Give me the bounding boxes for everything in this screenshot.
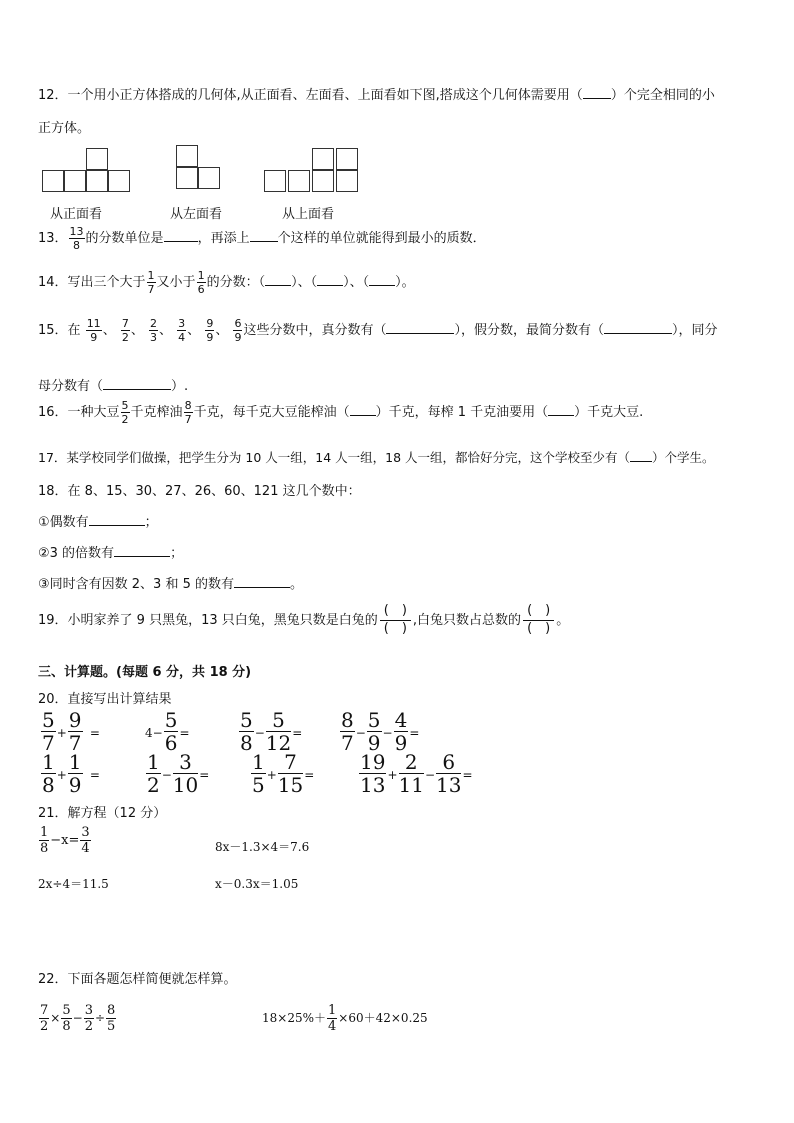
front-view-diagram (42, 147, 132, 192)
answer-blank[interactable] (604, 333, 672, 334)
q18-item3: ③同时含有因数 2、3 和 5 的数有 。 (38, 577, 304, 592)
answer-blank[interactable] (350, 415, 376, 416)
q18-item2: ②3 的倍数有 ； (38, 546, 184, 561)
q20-r1-e3: $\frac{5}{8}$ − $\frac{5}{12}$ = (240, 708, 303, 755)
answer-blank[interactable] (630, 461, 652, 462)
q22-e1: $\frac{7}{2}$ × $\frac{5}{8}$ − $\frac{3}{2}$ ÷ $\frac{8}{5}$ (40, 1003, 116, 1034)
view-top-label: 从上面看 (282, 207, 335, 222)
answer-blank[interactable] (369, 285, 395, 286)
q20-r1-e2: 4− $\frac{5}{6}$ = (145, 708, 190, 755)
answer-blank[interactable] (164, 241, 198, 242)
q14: 14．写出三个大于 $\frac{1}{7}$ 又小于 $\frac{1}{6}$ 的分数：（ ）、（ ）、（ ）。 (38, 269, 415, 296)
answer-blank[interactable] (583, 98, 611, 99)
answer-blank[interactable] (114, 556, 170, 557)
q18-item1: ①偶数有 ； (38, 515, 158, 530)
q20-r2-e4: $\frac{19}{13}$ + $\frac{2}{11}$ − $\frac{6}{13}$ = (360, 750, 473, 797)
q21-e1: $\frac{1}{8}$ −x= $\frac{3}{4}$ (40, 825, 90, 856)
answer-blank[interactable] (317, 285, 343, 286)
q19: 19．小明家养了 9 只黑兔，13 只白兔，黑兔只数是白兔的 ( ) ( ) ,白兔只数占总数的 ( ) ( ) 。 (38, 603, 570, 636)
view-front-label: 从正面看 (50, 207, 103, 222)
q13: 13． $\frac{13}{8}$ 的分数单位是 ，再添上 个这样的单位就能得到最小的质数． (38, 225, 486, 252)
q22-title: 22．下面各题怎样简便就怎样算。 (38, 972, 237, 987)
section-title: 三、计算题。(每题 6 分，共 18 分) (38, 665, 252, 680)
view-left-label: 从左面看 (170, 207, 223, 222)
answer-blank[interactable] (234, 587, 290, 588)
q20-r2-e1: $\frac{1}{8}$ + $\frac{1}{9}$ = (42, 750, 100, 797)
q12-line2: 正方体。 (38, 121, 91, 136)
answer-fraction[interactable]: ( ) ( ) (380, 604, 411, 637)
q21-e2: 8x－1.3×4＝7.6 (215, 840, 310, 854)
answer-fraction[interactable]: ( ) ( ) (523, 604, 554, 637)
answer-blank[interactable] (250, 241, 278, 242)
q15-line2: 母分数有（ ）. (38, 379, 189, 394)
q16: 16．一种大豆 $\frac{5}{2}$ 千克榨油 $\frac{8}{7}$ 千克，每千克大豆能榨油（ ）千克，每榨 1 千克油要用（ ）千克大豆. (38, 399, 644, 426)
q15-line1: 15．在 $\frac{11}{9}$ 、 $\frac{7}{2}$ 、 $\frac{2}{3}$ 、 $\frac{3}{4}$ 、 $\frac{9}{9}$ 、 $\frac{6}{9}$ 这些分数中，真分数有（ ），假分数，最简分数有（ ），同分 (38, 317, 718, 344)
q20-r2-e2: $\frac{1}{2}$ − $\frac{3}{10}$ = (147, 750, 210, 797)
q21-title: 21．解方程（12 分） (38, 806, 167, 821)
q12-line1: 12．一个用小正方体搭成的几何体,从正面看、左面看、上面看如下图,搭成这个几何体需要用（ ）个完全相同的小 (38, 88, 715, 103)
answer-blank[interactable] (103, 389, 171, 390)
q21-e3: 2x÷4＝11.5 (38, 877, 109, 891)
answer-blank[interactable] (89, 525, 145, 526)
q20-r1-e4: $\frac{8}{7}$ − $\frac{5}{9}$ − $\frac{4}{9}$ = (341, 708, 420, 755)
left-view-diagram (176, 145, 224, 191)
top-view-diagram (264, 147, 364, 193)
q18-text: 18．在 8、15、30、27、26、60、121 这几个数中： (38, 484, 361, 499)
q22-e2: 18×25%＋ $\frac{1}{4}$ ×60＋42×0.25 (262, 1003, 428, 1034)
q20-r2-e3: $\frac{1}{5}$ + $\frac{7}{15}$ = (252, 750, 315, 797)
q20-r1-e1: $\frac{5}{7}$ + $\frac{9}{7}$ = (42, 708, 100, 755)
q21-e4: x－0.3x＝1.05 (215, 877, 299, 891)
answer-blank[interactable] (548, 415, 574, 416)
q17: 17．某学校同学们做操，把学生分为 10 人一组，14 人一组，18 人一组，都恰好分完，这个学校至少有（ ）个学生。 (38, 450, 715, 465)
answer-blank[interactable] (265, 285, 291, 286)
answer-blank[interactable] (386, 333, 454, 334)
q20-title: 20．直接写出计算结果 (38, 692, 172, 707)
